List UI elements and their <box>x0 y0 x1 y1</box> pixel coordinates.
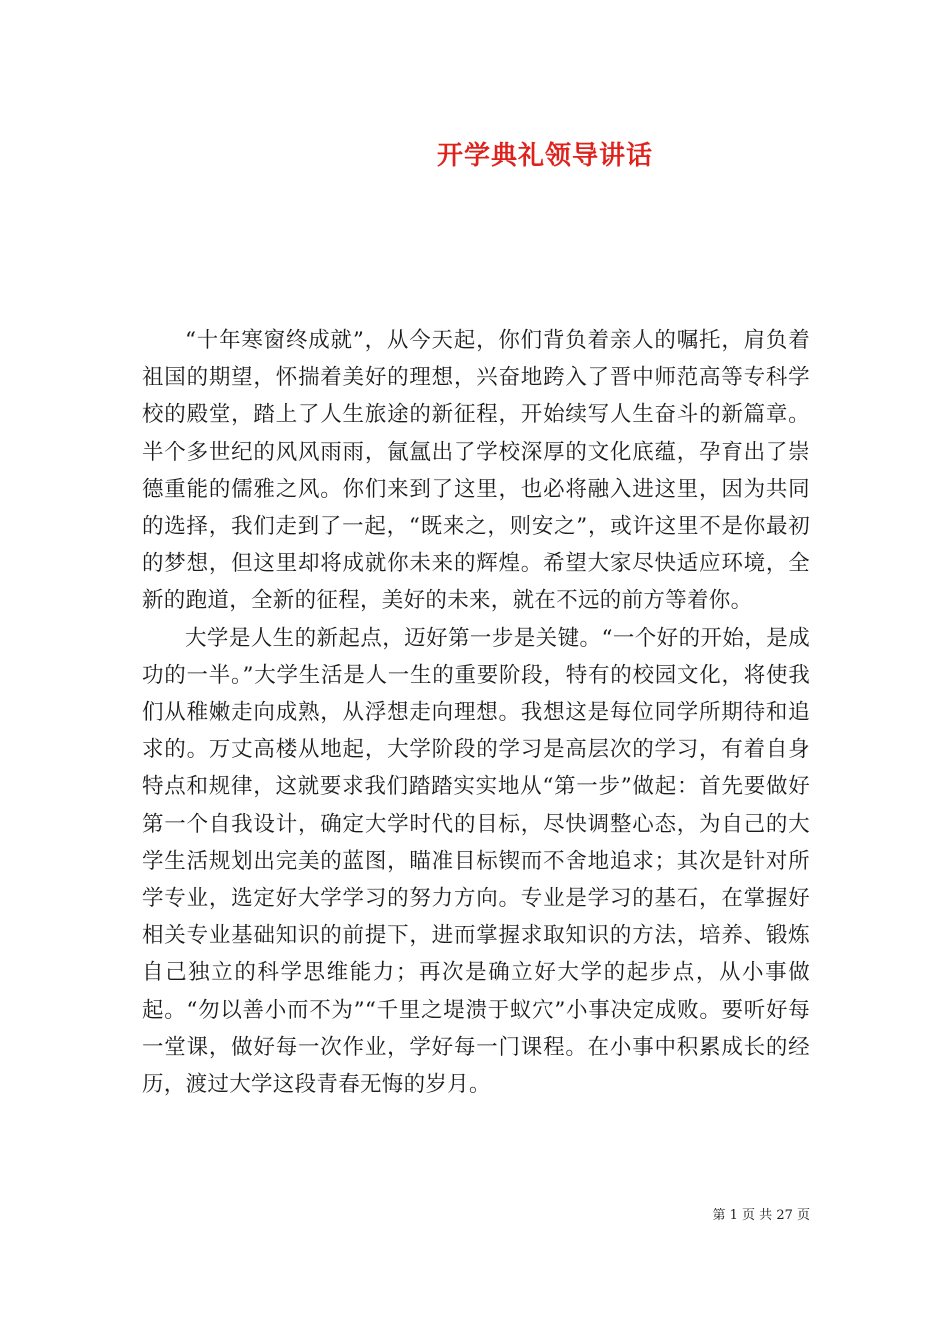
document-title: 开学典礼领导讲话 <box>436 141 653 171</box>
paragraph-2: 大学是人生的新起点，迈好第一步是关键。“一个好的开始，是成功的一半。”大学生活是人一生的重要阶段，特有的校园文化，将使我们从稚嫩走向成熟，从浮想走向理想。我想这是每位同学所期待和追求的。万丈高楼从地起，大学阶段的学习是高层次的学习，有着自身特点和规律，这就要求我们踏踏实实地从“第一步”做起：首先要做好第一个自我设计，确定大学时代的目标，尽快调整心态，为自己的大学生活规划出完美的蓝图，瞄准目标锲而不舍地追求；其次是针对所学专业，选定好大学学习的努力方向。专业是学习的基石，在掌握好相关专业基础知识的前提下，进而掌握求取知识的方法，培养、锻炼自己独立的科学思维能力；再次是确立好大学的起步点，从小事做起。“勿以善小而不为”“千里之堤溃于蚁穴”小事决定成败。要听好每一堂课，做好每一次作业，学好每一门课程。在小事中积累成长的经历，渡过大学这段青春无悔的岁月。 <box>142 625 810 1098</box>
document-body <box>142 322 810 1103</box>
paragraph-1: “十年寒窗终成就”，从今天起，你们背负着亲人的嘱托，肩负着祖国的期望，怀揣着美好的理想，兴奋地跨入了晋中师范高等专科学校的殿堂，踏上了人生旅途的新征程，开始续写人生奋斗的新篇章。半个多世纪的风风雨雨，氤氲出了学校深厚的文化底蕴，孕育出了崇德重能的儒雅之风。你们来到了这里，也必将融入进这里，因为共同的选择，我们走到了一起，“既来之，则安之”，或许这里不是你最初的梦想，但这里却将成就你未来的辉煌。希望大家尽快适应环境，全新的跑道，全新的征程，美好的未来，就在不远的前方等着你。 <box>142 328 810 614</box>
page-number: 第 1 页 共 27 页 <box>712 1208 810 1223</box>
